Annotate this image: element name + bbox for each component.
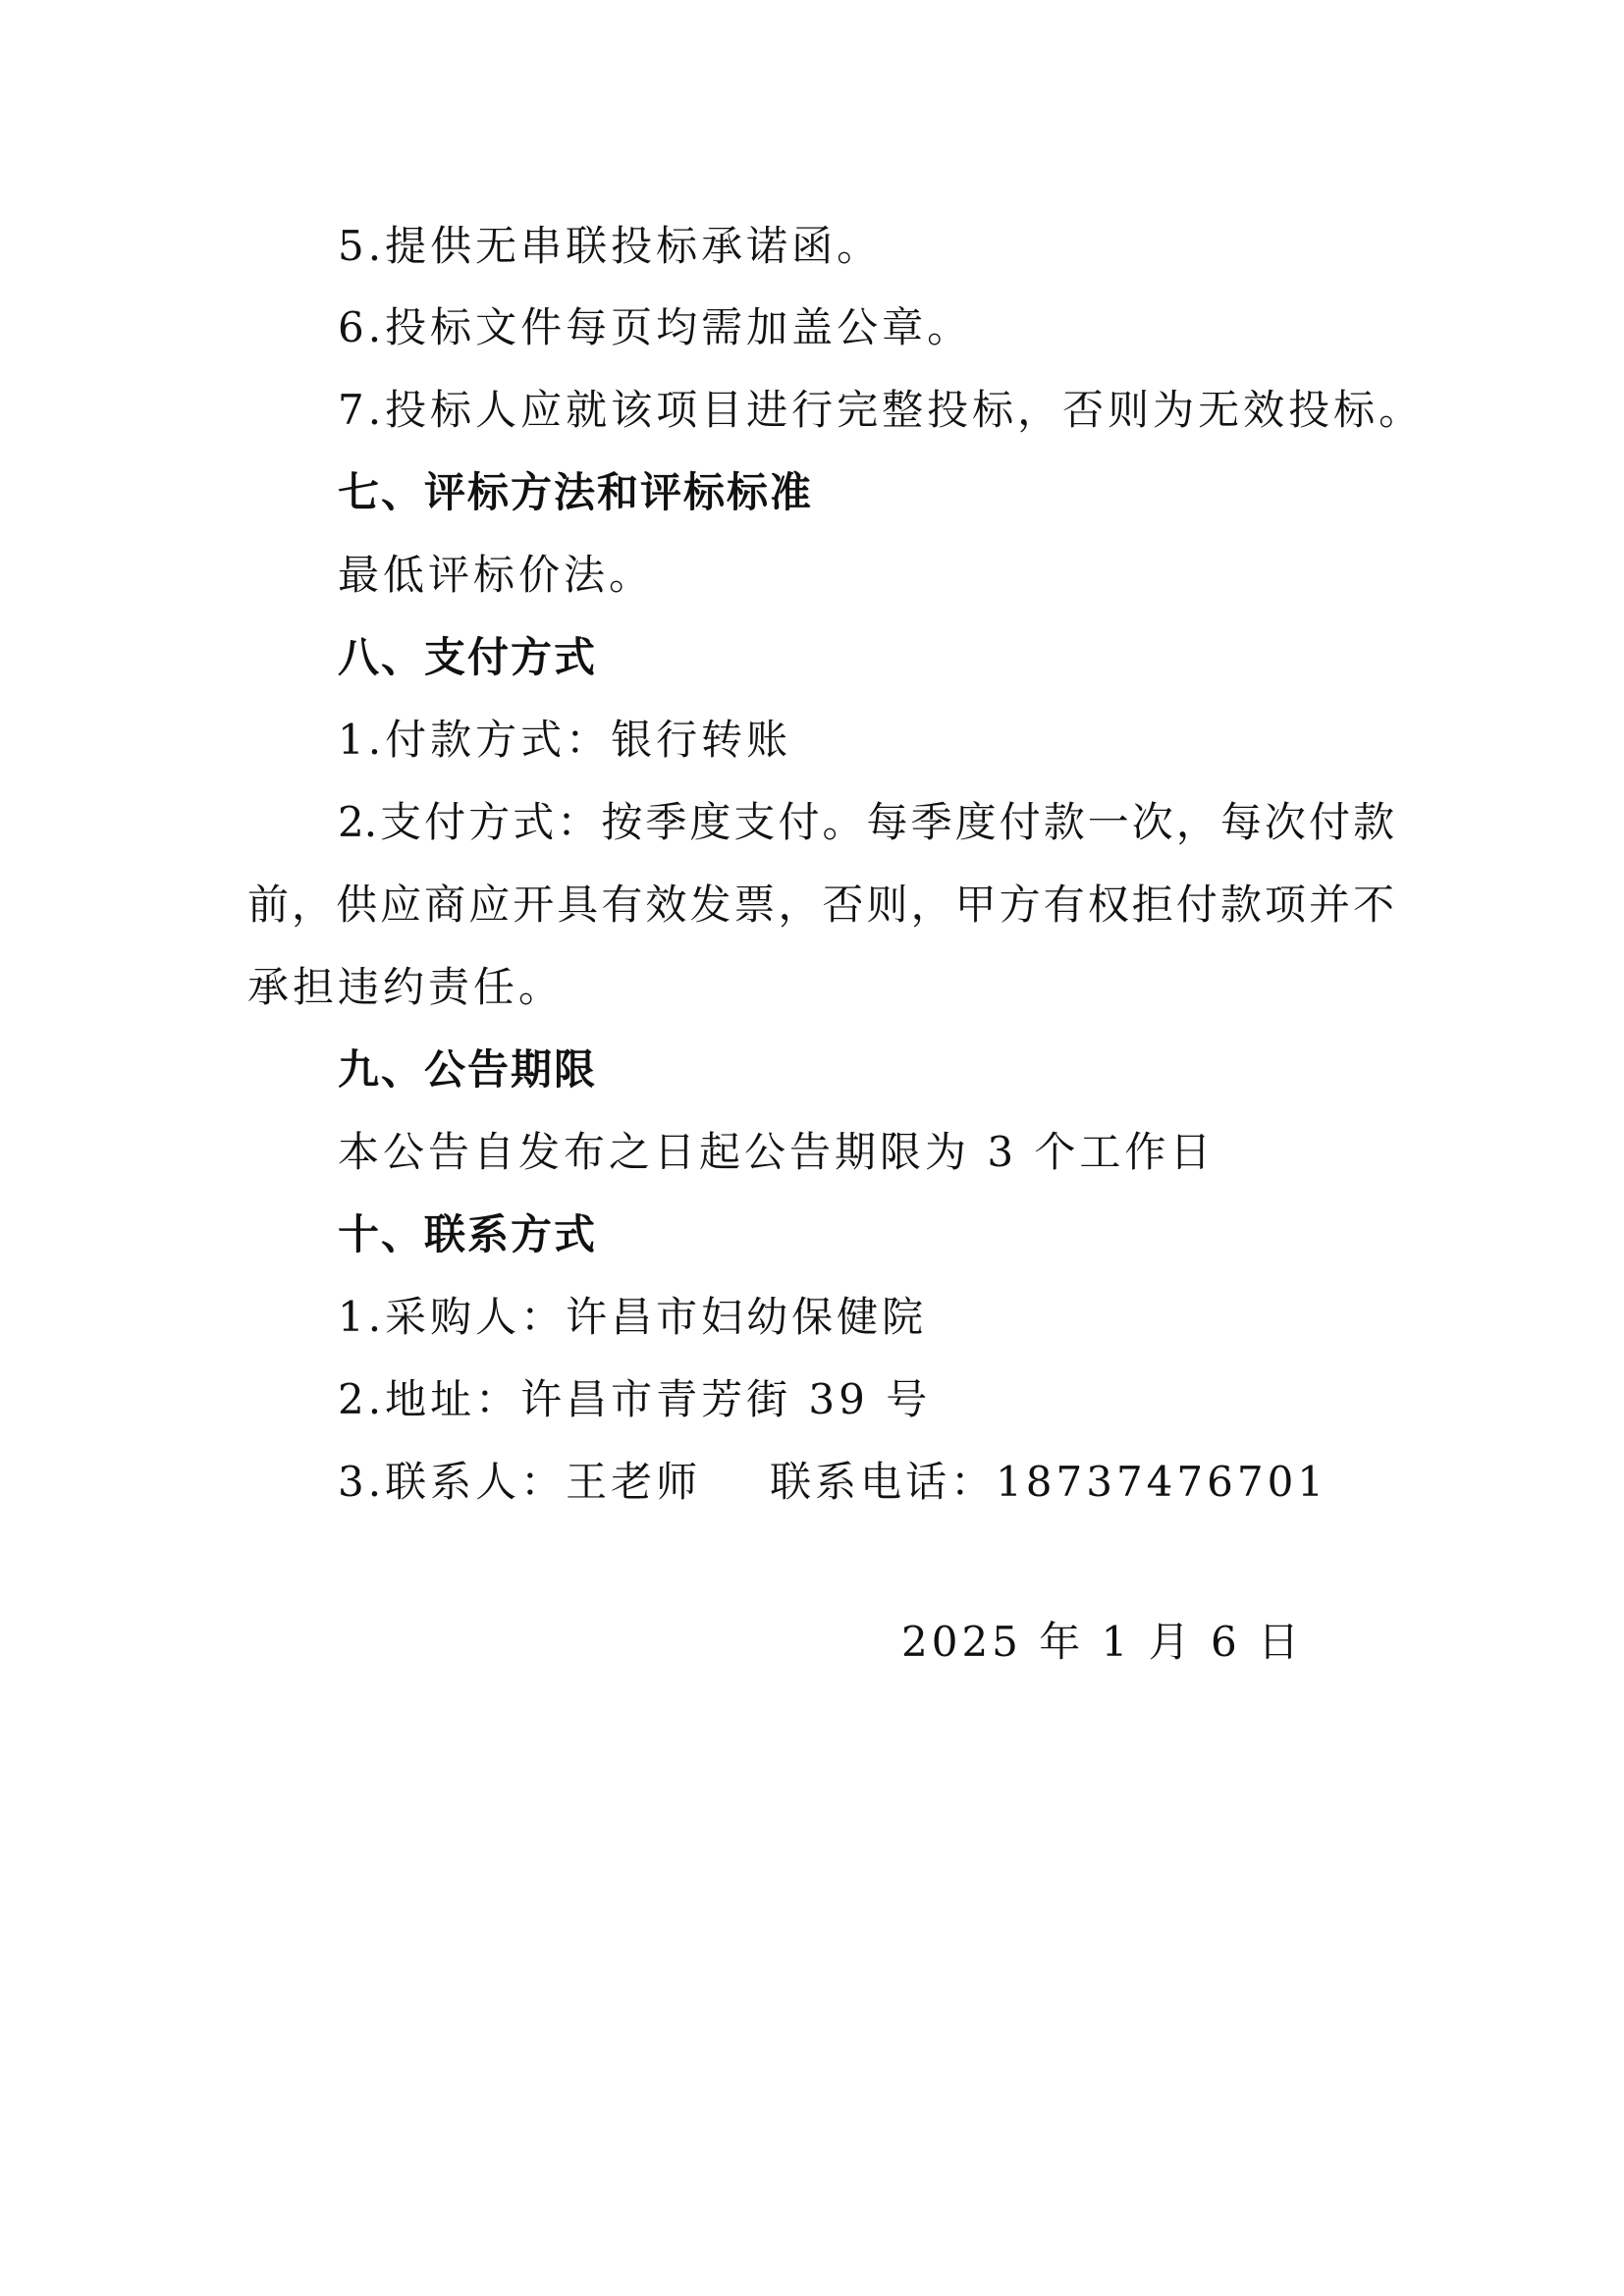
payment-method: 1.付款方式：银行转账 (338, 716, 792, 764)
section-7-body: 最低评标价法。 (338, 551, 655, 599)
payment-terms-line-2: 前，供应商应开具有效发票，否则，甲方有权拒付款项并不 (247, 881, 1394, 929)
section-9-body: 本公告自发布之日起公告期限为 3 个工作日 (338, 1128, 1216, 1176)
contact-phone: 联系电话：18737476701 (770, 1458, 1328, 1506)
contact-person: 3.联系人：王老师 (338, 1458, 702, 1506)
requirement-7: 7.投标人应就该项目进行完整投标，否则为无效投标。 (338, 386, 1425, 434)
section-10-heading: 十、联系方式 (338, 1210, 598, 1258)
contact-line (338, 1453, 1327, 1512)
purchaser: 1.采购人：许昌市妇幼保健院 (338, 1293, 928, 1341)
requirement-6: 6.投标文件每页均需加盖公章。 (338, 303, 973, 351)
payment-terms-line-3: 承担违约责任。 (247, 963, 565, 1011)
document-date: 2025 年 1 月 6 日 (901, 1618, 1304, 1666)
payment-terms-line-1: 2.支付方式：按季度支付。每季度付款一次，每次付款 (338, 798, 1394, 846)
requirement-5: 5.提供无串联投标承诺函。 (338, 222, 883, 270)
address: 2.地址：许昌市青芳街 39 号 (338, 1375, 932, 1423)
section-7-heading: 七、评标方法和评标标准 (338, 468, 814, 516)
section-8-heading: 八、支付方式 (338, 633, 598, 681)
section-9-heading: 九、公告期限 (338, 1045, 598, 1094)
